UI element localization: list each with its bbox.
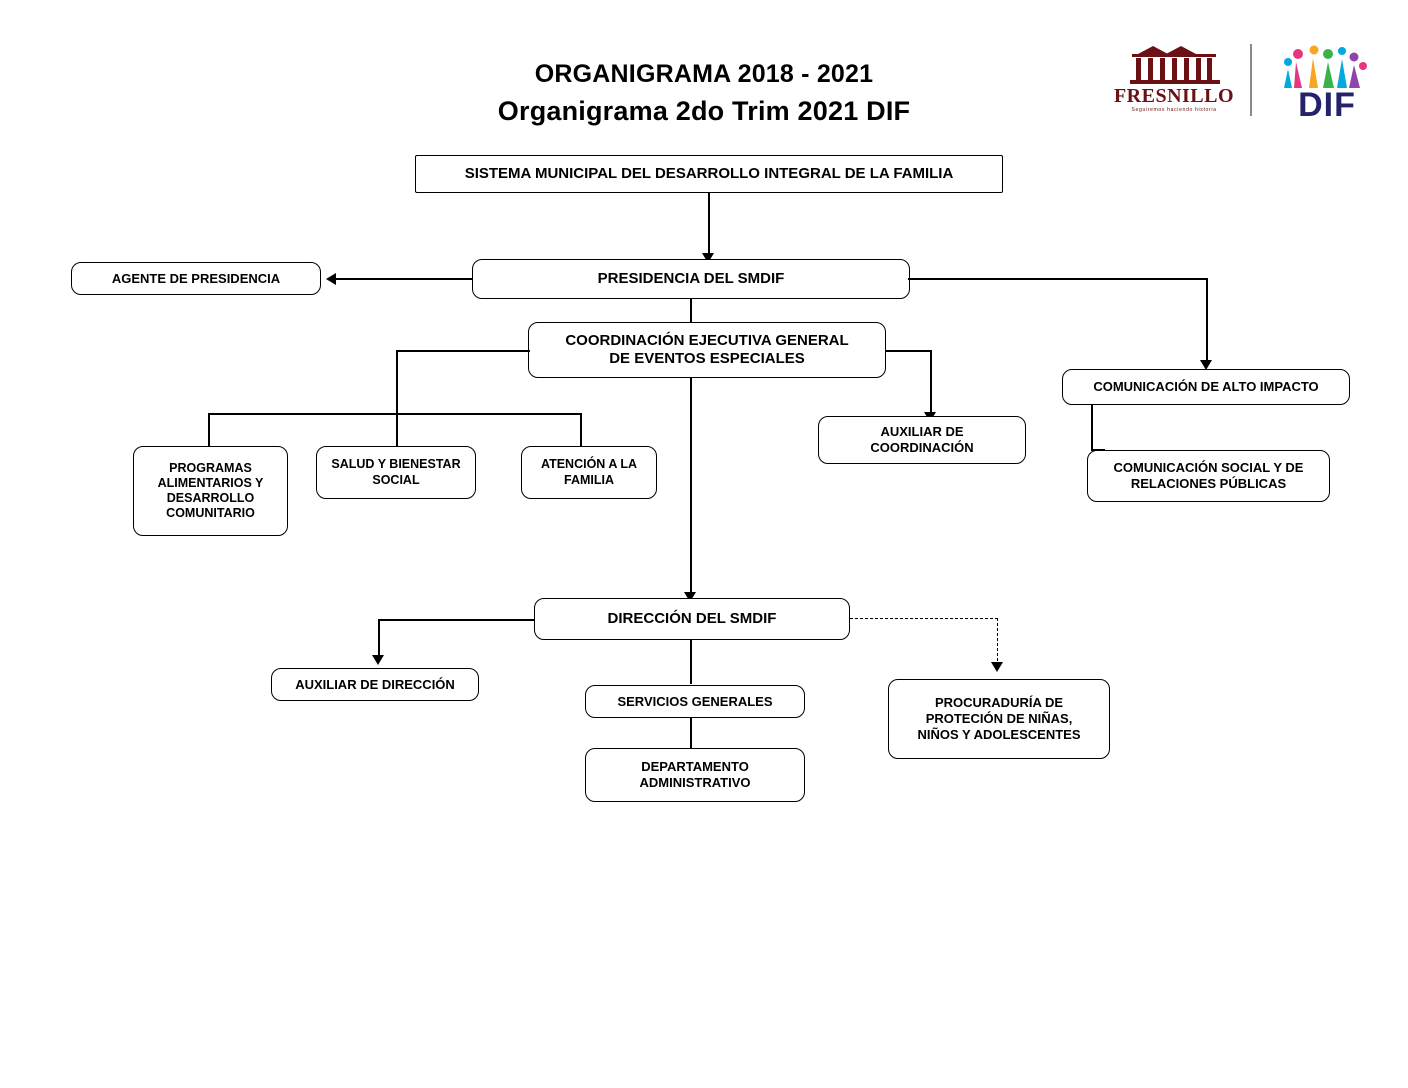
node-coordinacion-ejecutiva[interactable]	[528, 322, 886, 378]
node-label-line1: PROGRAMAS	[169, 460, 252, 475]
edge-children-bus	[208, 413, 582, 415]
node-label-line2: COORDINACIÓN	[870, 440, 974, 455]
node-label: DIRECCIÓN DEL SMDIF	[607, 609, 777, 627]
node-programas-alimentarios[interactable]	[133, 446, 288, 536]
node-label-line2: FAMILIA	[564, 472, 614, 487]
logo-divider	[1250, 44, 1252, 116]
node-procuraduria-proteccion[interactable]	[888, 679, 1110, 759]
edge-presidencia-comunicacion-vertical	[1206, 278, 1208, 362]
node-direccion-smdif[interactable]	[534, 598, 850, 640]
edge-arrowhead	[326, 273, 336, 285]
node-label-line2: ALIMENTARIOS Y	[157, 475, 264, 490]
fresnillo-logo-icon	[1108, 46, 1240, 116]
dif-logo-icon	[1268, 42, 1386, 120]
node-label-line1: AUXILIAR DE	[880, 424, 964, 440]
node-salud-bienestar[interactable]	[316, 446, 476, 499]
logo-area	[1108, 42, 1388, 120]
node-agente-presidencia[interactable]	[71, 262, 321, 295]
edge-presidencia-comunicacion	[908, 278, 1208, 280]
edge-direccion-procuraduria-dashed-v	[997, 618, 998, 666]
node-atencion-familia[interactable]	[521, 446, 657, 499]
edge-arrowhead	[372, 655, 384, 665]
edge-coordinacion-auxiliar-h	[886, 350, 932, 352]
svg-text:DIF: DIF	[1298, 86, 1356, 120]
page-title-line1: ORGANIGRAMA 2018 - 2021	[534, 60, 874, 88]
edge-servicios-departamento	[690, 718, 692, 748]
edge-sistema-presidencia	[708, 193, 710, 255]
node-label: SISTEMA MUNICIPAL DEL DESARROLLO INTEGRAL DE LA FAMILIA	[464, 164, 954, 182]
node-label: AUXILIAR DE DIRECCIÓN	[295, 676, 455, 692]
edge-direccion-auxiliar-h	[378, 619, 534, 621]
svg-text:Seguiremos haciendo historia: Seguiremos haciendo historia	[1131, 107, 1217, 113]
edge-coordinacion-branch-v	[396, 350, 398, 414]
node-label-line1: PROCURADURÍA DE	[934, 695, 1064, 711]
node-departamento-administrativo[interactable]	[585, 748, 805, 802]
node-label: PRESIDENCIA DEL SMDIF	[597, 269, 785, 287]
node-label-line3: NIÑOS Y ADOLESCENTES	[917, 726, 1081, 742]
node-label: AGENTE DE PRESIDENCIA	[111, 270, 281, 286]
edge-presidencia-agente	[336, 278, 472, 280]
edge-arrowhead	[991, 662, 1003, 672]
node-label-line4: COMUNITARIO	[166, 506, 255, 521]
node-label: COMUNICACIÓN DE ALTO IMPACTO	[1093, 379, 1319, 395]
node-label-line1: ATENCIÓN A LA	[540, 457, 638, 472]
node-label-line2: PROTECIÓN DE NIÑAS,	[925, 711, 1073, 727]
svg-text:FRESNILLO: FRESNILLO	[1113, 85, 1235, 107]
node-label-line1: SALUD Y BIENESTAR	[331, 457, 461, 472]
node-comunicacion-social[interactable]	[1087, 450, 1330, 502]
edge-presidencia-coordinacion	[690, 299, 692, 322]
node-label-line1: COMUNICACIÓN SOCIAL Y DE	[1113, 460, 1304, 476]
page-title-line2: Organigrama 2do Trim 2021 DIF	[497, 96, 911, 126]
edge-direccion-servicios	[690, 640, 692, 684]
node-servicios-generales[interactable]	[585, 685, 805, 718]
edge-coordinacion-branch-h	[396, 350, 530, 352]
edge-to-programas	[208, 413, 210, 447]
node-label-line2: ADMINISTRATIVO	[639, 775, 751, 790]
edge-coordinacion-direccion	[690, 378, 692, 596]
node-presidencia-smdif[interactable]	[472, 259, 910, 299]
node-label-line2: DE EVENTOS ESPECIALES	[609, 350, 805, 367]
node-auxiliar-direccion[interactable]	[271, 668, 479, 701]
node-label-line3: DESARROLLO	[166, 491, 255, 505]
node-label-line1: DEPARTAMENTO	[641, 759, 749, 775]
edge-direccion-procuraduria-dashed-h	[850, 618, 998, 619]
edge-direccion-auxiliar-v	[378, 619, 380, 657]
edge-comunicacion-social	[1091, 405, 1093, 449]
node-sistema-municipal[interactable]	[415, 155, 1003, 193]
edge-coordinacion-auxiliar-v	[930, 350, 932, 414]
edge-to-salud	[396, 413, 398, 447]
node-comunicacion-alto-impacto[interactable]	[1062, 369, 1350, 405]
node-label-line2: RELACIONES PÚBLICAS	[1130, 476, 1287, 491]
node-label: SERVICIOS GENERALES	[617, 693, 773, 709]
node-label-line1: COORDINACIÓN EJECUTIVA GENERAL	[565, 331, 849, 349]
edge-to-atencion	[580, 413, 582, 447]
node-auxiliar-coordinacion[interactable]	[818, 416, 1026, 464]
node-label-line2: SOCIAL	[372, 472, 420, 487]
